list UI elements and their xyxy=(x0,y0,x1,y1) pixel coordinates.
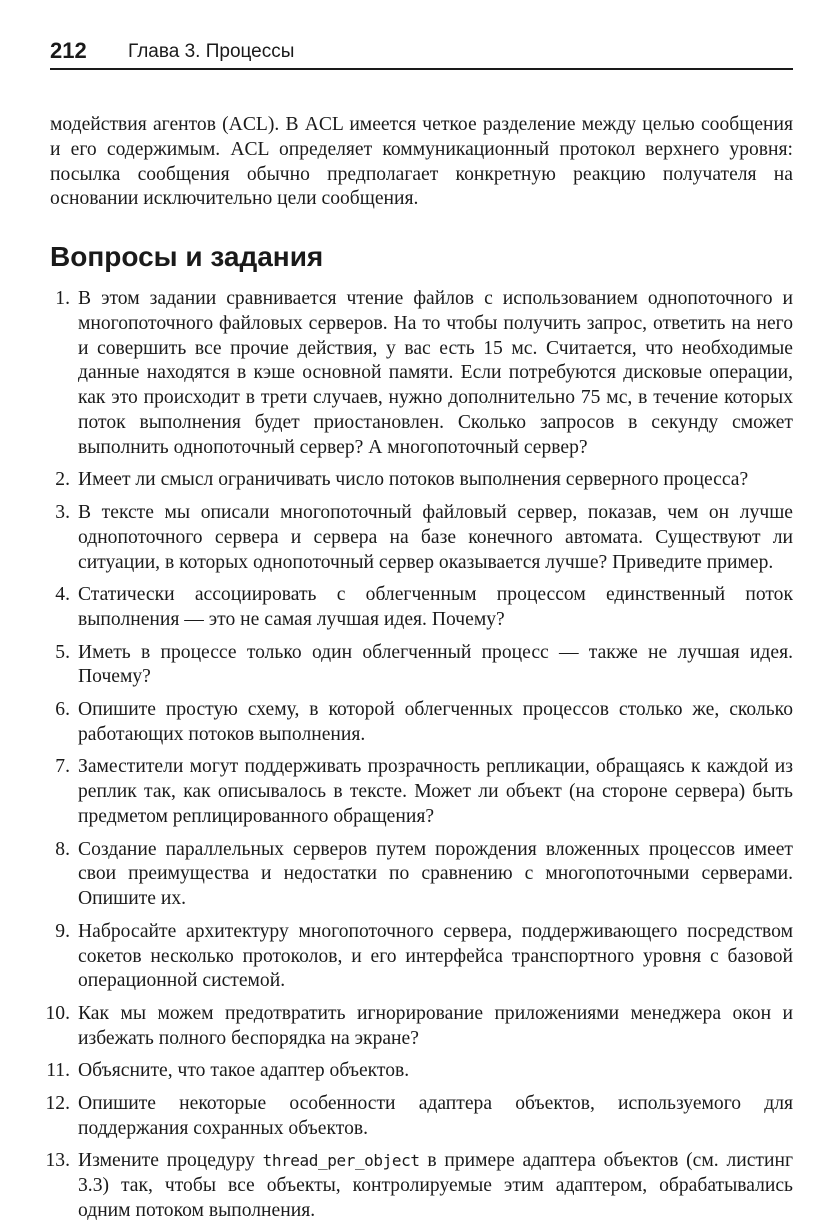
intro-paragraph: модействия агентов (ACL). В ACL имеется четкое разделение между целью сообщения и его содержимым. ACL определяет коммуникационный протокол верхнего уровня: посылка сообщения обычно предполагает конкретную реакцию получателя на основании исключительно цели сообщения. xyxy=(50,114,793,210)
section-heading: Вопросы и задания xyxy=(50,241,324,272)
question-text: Статически ассоциировать с облегченным процессом единственный поток выполнения — это не самая лучшая идея. Почему? xyxy=(78,584,793,630)
question-number: 4. xyxy=(55,584,70,606)
question-item xyxy=(50,501,793,575)
question-text: Опишите некоторые особенности адаптера объектов, используемого для поддержания сохранных объектов. xyxy=(78,1092,793,1139)
question-item xyxy=(45,1092,793,1142)
question-text: Иметь в процессе только один облегченный процесс — также не лучшая идея. Почему? xyxy=(78,641,793,688)
question-item xyxy=(50,468,793,493)
question-number: 2. xyxy=(55,469,70,491)
question-item xyxy=(50,287,793,461)
question-item xyxy=(50,583,793,633)
page-number: 212 xyxy=(50,38,87,63)
question-text: В этом задании сравнивается чтение файлов с использованием однопоточного и многопоточного файловых серверов. На то чтобы получить запрос, ответить на него и совершить все прочие действия, у вас есть 15 мс. Считается, что необходимые данные находятся в кэше основной памяти. Если потребуются дисковые операции, как это происходит в трети случаев, нужно дополнительно 75 мс, в течение которых поток выполнения будет приостановлен. Сколько запросов в секунду сможет выполнить однопоточный сервер? А многопоточный сервер? xyxy=(78,288,793,458)
question-text: Заместители могут поддерживать прозрачность репликации, обращаясь к каждой из реплик так, как описывалось в тексте. Может ли объект (на стороне сервера) быть предметом реплицированного обращения? xyxy=(78,756,793,827)
page-header xyxy=(50,38,793,70)
question-number: 11. xyxy=(46,1060,70,1082)
question-item xyxy=(50,920,793,994)
question-number: 10. xyxy=(45,1002,70,1024)
question-number: 8. xyxy=(55,838,70,860)
question-item xyxy=(45,1002,793,1052)
question-number: 6. xyxy=(55,698,70,720)
question-item xyxy=(50,755,793,829)
running-title: Глава 3. Процессы xyxy=(128,41,295,62)
question-number: 1. xyxy=(55,288,70,309)
question-number: 5. xyxy=(55,641,70,663)
question-item xyxy=(50,641,793,691)
question-number: 3. xyxy=(55,501,70,523)
question-text: Как мы можем предотвратить игнорирование приложениями менеджера окон и избежать полного беспорядка на экране? xyxy=(78,1002,793,1049)
question-text-end: в примере адаптера объектов (см. листинг 3.3) так, чтобы все объекты, контролируемые этим адаптером, обрабатывались одним потоком выполнения. xyxy=(78,1150,793,1221)
question-number: 13. xyxy=(45,1150,70,1172)
question-item xyxy=(45,1149,793,1223)
question-text-start: Измените процедуру xyxy=(78,1150,263,1172)
question-number: 9. xyxy=(55,920,70,942)
code-identifier: thread_per_object xyxy=(262,1151,420,1171)
question-item xyxy=(50,838,793,912)
question-text: Объясните, что такое адаптер объектов. xyxy=(78,1060,410,1082)
question-text: Опишите простую схему, в которой облегченных процессов столько же, сколько работающих потоков выполнения. xyxy=(78,698,793,745)
question-text: В тексте мы описали многопоточный файловый сервер, показав, чем он лучше однопоточного сервера и сервера на базе конечного автомата. Существуют ли ситуации, в которых однопоточный сервер оказывается лучше? Приведите пример. xyxy=(78,501,793,573)
question-item xyxy=(46,1059,793,1084)
question-text: Создание параллельных серверов путем порождения вложенных процессов имеет свои преимущества и недостатки по сравнению с многопоточными серверами. Опишите их. xyxy=(78,838,793,910)
question-number: 12. xyxy=(45,1092,70,1114)
question-item xyxy=(50,698,793,748)
questions-list xyxy=(45,287,793,1231)
question-text: Имеет ли смысл ограничивать число потоков выполнения серверного процесса? xyxy=(78,469,749,491)
question-text xyxy=(78,1149,793,1223)
question-number: 7. xyxy=(55,756,70,778)
question-text: Набросайте архитектуру многопоточного сервера, поддерживающего посредством сокетов несколько протоколов, и его интерфейса транспортного уровня с базовой операционной системой. xyxy=(78,920,793,992)
